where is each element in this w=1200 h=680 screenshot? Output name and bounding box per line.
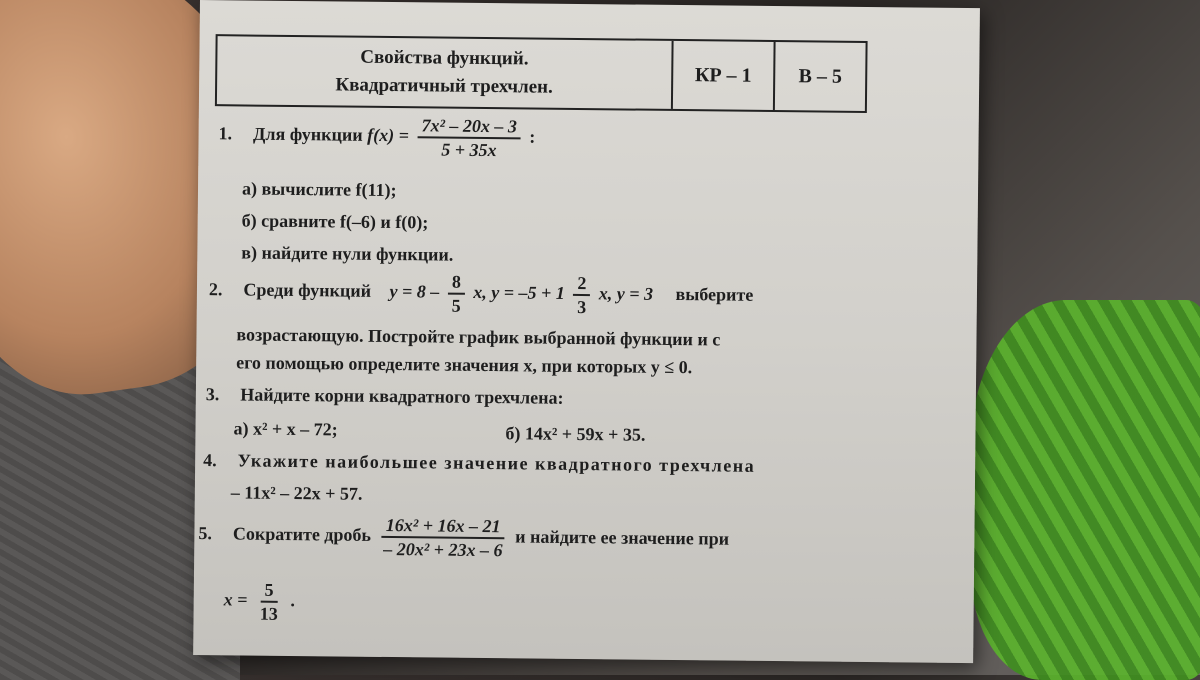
header-title-line2: Квадратичный трехчлен.	[335, 74, 553, 98]
task2-line1	[209, 268, 754, 320]
task2-func1-fraction	[448, 271, 465, 317]
task2-lead: Среди функций	[243, 279, 372, 301]
header-variant-cell	[775, 42, 866, 111]
task2-number: 2.	[208, 279, 223, 300]
task5-lead: Сократите дробь	[232, 523, 372, 545]
task1-fraction	[417, 114, 521, 161]
worksheet-paper	[193, 0, 980, 663]
task5-number: 5.	[198, 523, 213, 544]
task1-number: 1.	[218, 123, 233, 144]
task2-func2-post: x, y = 3	[598, 283, 654, 304]
task1-colon: :	[529, 126, 536, 147]
task1-numerator: 7x² – 20x – 3	[417, 114, 521, 139]
task3-part-b: б) 14x² + 59x + 35.	[505, 423, 646, 445]
task2-func1-pre: y = 8 –	[389, 281, 440, 302]
task5-fraction	[379, 514, 507, 561]
task5-x-value	[223, 578, 295, 625]
task5-tail: и найдите ее значение при	[515, 526, 730, 549]
header-kr-cell	[673, 41, 776, 110]
task5-x-pre: x =	[223, 589, 248, 610]
task1-lead: Для функции	[252, 123, 363, 145]
task2-func2-denominator: 3	[577, 296, 587, 318]
task2-func1-post: x, y = –5 + 1	[473, 282, 565, 303]
task4-text: Укажите наибольшее значение квадратного трехчлена	[237, 450, 756, 476]
header-table	[215, 34, 868, 113]
task4-line1	[203, 450, 755, 477]
task3-number: 3.	[205, 384, 220, 405]
task5-x-post: .	[290, 590, 296, 611]
task2-func2-fraction	[573, 272, 590, 318]
task4-number: 4.	[203, 450, 217, 471]
task2-func1-denominator: 5	[451, 295, 461, 316]
task2-line3: его помощью определите значения x, при которых y ≤ 0.	[236, 352, 693, 378]
task4-line2: – 11x² – 22x + 57.	[230, 482, 363, 504]
task5-x-denominator: 13	[259, 603, 278, 624]
task2-func2-numerator: 2	[573, 272, 590, 296]
task5-x-fraction	[256, 579, 282, 625]
header-kr: КР – 1	[694, 63, 752, 87]
task2-tail: выберите	[675, 284, 754, 305]
task1-part-b: б) сравните f(–6) и f(0);	[241, 210, 429, 233]
task5-x-numerator: 5	[260, 579, 277, 603]
task5-line1	[198, 512, 729, 564]
task3-part-a: а) x² + x – 72;	[233, 418, 338, 440]
task5-numerator: 16x² + 16x – 21	[382, 514, 505, 539]
task1-fx: f(x) =	[367, 124, 410, 146]
header-title-line1: Свойства функций.	[360, 46, 529, 70]
background-cloth-green	[970, 300, 1200, 680]
task1-part-c: в) найдите нули функции.	[241, 242, 454, 265]
header-variant: В – 5	[798, 64, 843, 88]
task1-denominator: 5 + 35x	[441, 139, 497, 161]
task5-denominator: – 20x² + 23x – 6	[383, 538, 503, 561]
task1-line1	[218, 112, 535, 161]
task2-line2: возрастающую. Постройте график выбранной функции и с	[236, 324, 721, 350]
header-title-cell	[217, 36, 674, 109]
task3-lead: Найдите корни квадратного трехчлена:	[240, 384, 564, 408]
task1-part-a: а) вычислите f(11);	[241, 178, 397, 201]
task2-func1-numerator: 8	[448, 271, 465, 295]
task3-line1	[206, 384, 564, 409]
